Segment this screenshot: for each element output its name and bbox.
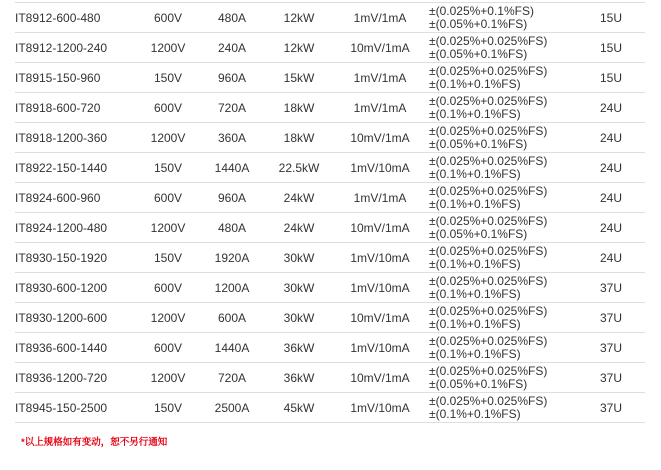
table-row <box>15 123 645 153</box>
accuracy-voltage: ±(0.025%+0.025%FS) <box>429 304 548 318</box>
model-cell: IT8912-1200-240 <box>15 40 108 55</box>
resolution-cell: 10mV/1mA <box>350 310 410 325</box>
table-row <box>15 303 645 333</box>
voltage-cell: 1200V <box>150 130 186 145</box>
voltage-cell: 600V <box>153 280 183 295</box>
accuracy-cell <box>429 93 577 123</box>
voltage-cell: 1200V <box>150 220 186 235</box>
accuracy-current: ±(0.1%+0.1%FS) <box>429 106 521 121</box>
current-cell: 240A <box>217 40 247 55</box>
size-cell: 37U <box>599 280 622 295</box>
resolution-cell: 1mV/10mA <box>350 280 410 295</box>
accuracy-voltage: ±(0.025%+0.025%FS) <box>429 274 548 288</box>
accuracy-cell <box>429 3 577 33</box>
voltage-cell: 1200V <box>150 370 186 385</box>
current-cell: 720A <box>217 100 247 115</box>
model-cell: IT8930-150-1920 <box>15 250 108 265</box>
power-cell: 18kW <box>283 130 315 145</box>
accuracy-voltage: ±(0.025%+0.025%FS) <box>429 244 548 258</box>
power-cell: 22.5kW <box>278 160 320 175</box>
accuracy-cell <box>429 333 577 363</box>
accuracy-voltage: ±(0.025%+0.025%FS) <box>429 94 548 108</box>
table-row <box>15 273 645 303</box>
spec-change-footnote: *以上规格如有变动，恕不另行通知 <box>21 437 168 448</box>
spec-table <box>15 2 645 423</box>
accuracy-cell <box>429 213 577 243</box>
power-cell: 12kW <box>283 10 315 25</box>
accuracy-current: ±(0.1%+0.1%FS) <box>429 406 521 421</box>
model-cell: IT8924-1200-480 <box>15 220 108 235</box>
voltage-cell: 600V <box>153 190 183 205</box>
table-row <box>15 63 645 93</box>
power-cell: 18kW <box>283 100 315 115</box>
power-cell: 24kW <box>283 190 315 205</box>
power-cell: 45kW <box>283 400 315 415</box>
accuracy-cell <box>429 243 577 273</box>
size-cell: 15U <box>599 10 622 25</box>
power-cell: 36kW <box>283 340 315 355</box>
size-cell: 37U <box>599 310 622 325</box>
current-cell: 600A <box>217 310 247 325</box>
accuracy-cell <box>429 303 577 333</box>
size-cell: 24U <box>599 130 622 145</box>
table-row <box>15 393 645 423</box>
accuracy-voltage: ±(0.025%+0.025%FS) <box>429 214 548 228</box>
accuracy-current: ±(0.1%+0.1%FS) <box>429 196 521 211</box>
accuracy-cell <box>429 363 577 393</box>
model-cell: IT8912-600-480 <box>15 10 101 25</box>
model-cell: IT8915-150-960 <box>15 70 101 85</box>
power-cell: 15kW <box>283 70 315 85</box>
model-cell: IT8945-150-2500 <box>15 400 108 415</box>
resolution-cell: 10mV/1mA <box>350 130 410 145</box>
size-cell: 24U <box>599 220 622 235</box>
voltage-cell: 150V <box>153 160 183 175</box>
model-cell: IT8930-600-1200 <box>15 280 108 295</box>
current-cell: 1920A <box>214 250 250 265</box>
model-cell: IT8922-150-1440 <box>15 160 108 175</box>
model-cell: IT8918-600-720 <box>15 100 101 115</box>
accuracy-cell <box>429 273 577 303</box>
current-cell: 480A <box>217 220 247 235</box>
voltage-cell: 150V <box>153 400 183 415</box>
model-cell: IT8930-1200-600 <box>15 310 108 325</box>
accuracy-cell <box>429 183 577 213</box>
resolution-cell: 1mV/1mA <box>353 100 407 115</box>
resolution-cell: 1mV/1mA <box>353 10 407 25</box>
accuracy-voltage: ±(0.025%+0.025%FS) <box>429 184 548 198</box>
size-cell: 15U <box>599 40 622 55</box>
current-cell: 960A <box>217 70 247 85</box>
size-cell: 24U <box>599 250 622 265</box>
current-cell: 1200A <box>214 280 250 295</box>
accuracy-current: ±(0.1%+0.1%FS) <box>429 76 521 91</box>
accuracy-cell <box>429 153 577 183</box>
size-cell: 24U <box>599 160 622 175</box>
table-row <box>15 213 645 243</box>
accuracy-current: ±(0.1%+0.1%FS) <box>429 166 521 181</box>
table-row <box>15 243 645 273</box>
size-cell: 15U <box>599 70 622 85</box>
accuracy-voltage: ±(0.025%+0.1%FS) <box>429 4 534 18</box>
power-cell: 30kW <box>283 280 315 295</box>
accuracy-current: ±(0.05%+0.1%FS) <box>429 46 528 61</box>
model-cell: IT8936-1200-720 <box>15 370 108 385</box>
voltage-cell: 1200V <box>150 310 186 325</box>
current-cell: 960A <box>217 190 247 205</box>
table-row <box>15 183 645 213</box>
resolution-cell: 10mV/1mA <box>350 220 410 235</box>
voltage-cell: 600V <box>153 340 183 355</box>
size-cell: 37U <box>599 340 622 355</box>
model-cell: IT8936-600-1440 <box>15 340 108 355</box>
table-row <box>15 3 645 33</box>
power-cell: 12kW <box>283 40 315 55</box>
resolution-cell: 10mV/1mA <box>350 40 410 55</box>
resolution-cell: 1mV/1mA <box>353 70 407 85</box>
accuracy-current: ±(0.1%+0.1%FS) <box>429 346 521 361</box>
table-row <box>15 153 645 183</box>
size-cell: 24U <box>599 190 622 205</box>
voltage-cell: 600V <box>153 100 183 115</box>
table-row <box>15 93 645 123</box>
power-cell: 30kW <box>283 310 315 325</box>
spec-table-body <box>15 3 645 423</box>
size-cell: 37U <box>599 400 622 415</box>
resolution-cell: 1mV/10mA <box>350 160 410 175</box>
table-row <box>15 33 645 63</box>
accuracy-voltage: ±(0.025%+0.025%FS) <box>429 364 548 378</box>
model-cell: IT8918-1200-360 <box>15 130 108 145</box>
current-cell: 480A <box>217 10 247 25</box>
accuracy-current: ±(0.05%+0.1%FS) <box>429 136 528 151</box>
size-cell: 37U <box>599 370 622 385</box>
resolution-cell: 1mV/10mA <box>350 400 410 415</box>
accuracy-cell <box>429 63 577 93</box>
accuracy-current: ±(0.1%+0.1%FS) <box>429 286 521 301</box>
voltage-cell: 150V <box>153 250 183 265</box>
power-cell: 30kW <box>283 250 315 265</box>
size-cell: 24U <box>599 100 622 115</box>
accuracy-voltage: ±(0.025%+0.025%FS) <box>429 124 548 138</box>
accuracy-voltage: ±(0.025%+0.025%FS) <box>429 394 548 408</box>
voltage-cell: 150V <box>153 70 183 85</box>
table-row <box>15 333 645 363</box>
voltage-cell: 1200V <box>150 40 186 55</box>
accuracy-voltage: ±(0.025%+0.025%FS) <box>429 64 548 78</box>
current-cell: 1440A <box>214 160 250 175</box>
power-cell: 36kW <box>283 370 315 385</box>
accuracy-cell <box>429 123 577 153</box>
accuracy-current: ±(0.1%+0.1%FS) <box>429 256 521 271</box>
current-cell: 1440A <box>214 340 250 355</box>
accuracy-cell <box>429 393 577 423</box>
accuracy-cell <box>429 33 577 63</box>
current-cell: 720A <box>217 370 247 385</box>
resolution-cell: 1mV/10mA <box>350 250 410 265</box>
resolution-cell: 1mV/10mA <box>350 340 410 355</box>
accuracy-voltage: ±(0.025%+0.025%FS) <box>429 154 548 168</box>
current-cell: 360A <box>217 130 247 145</box>
accuracy-voltage: ±(0.025%+0.025%FS) <box>429 334 548 348</box>
power-cell: 24kW <box>283 220 315 235</box>
accuracy-current: ±(0.05%+0.1%FS) <box>429 16 528 31</box>
resolution-cell: 10mV/1mA <box>350 370 410 385</box>
accuracy-current: ±(0.1%+0.1%FS) <box>429 316 521 331</box>
voltage-cell: 600V <box>153 10 183 25</box>
model-cell: IT8924-600-960 <box>15 190 101 205</box>
current-cell: 2500A <box>214 400 250 415</box>
resolution-cell: 1mV/1mA <box>353 190 407 205</box>
accuracy-current: ±(0.05%+0.1%FS) <box>429 226 528 241</box>
accuracy-voltage: ±(0.025%+0.025%FS) <box>429 34 548 48</box>
table-row <box>15 363 645 393</box>
accuracy-current: ±(0.05%+0.1%FS) <box>429 376 528 391</box>
